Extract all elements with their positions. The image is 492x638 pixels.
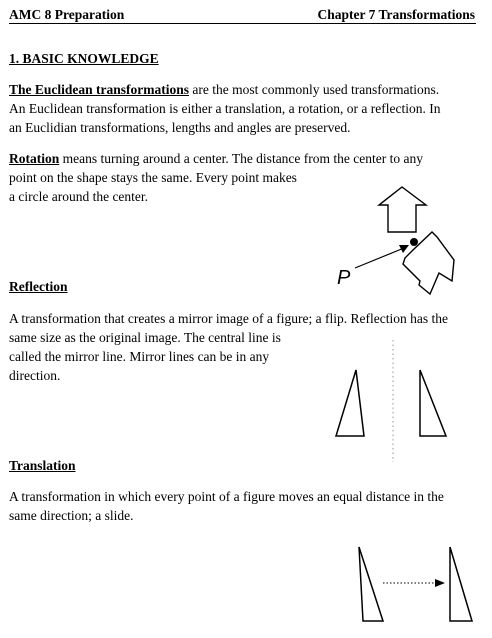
translation-arrow-head — [435, 579, 445, 587]
rotation-line-2: point on the shape stays the same. Every point makes — [9, 170, 297, 185]
euclidean-line-2: An Euclidean transformation is either a translation, a rotation, or a reflection. In — [9, 101, 441, 116]
translation-title: Translation — [9, 458, 76, 473]
reflection-title: Reflection — [9, 279, 68, 294]
header-right: Chapter 7 Transformations — [317, 7, 475, 22]
header-left: AMC 8 Preparation — [9, 7, 125, 22]
rotation-term: Rotation — [9, 151, 60, 166]
euclidean-term: The Euclidean transformations — [9, 82, 190, 97]
translation-moved-triangle — [450, 547, 472, 621]
reflection-line-3: called the mirror line. Mirror lines can be in any — [9, 349, 270, 364]
euclidean-line-1: The Euclidean transformations are the most commonly used transformations. — [9, 82, 440, 97]
rotation-line-1: Rotation means turning around a center. The distance from the center to any — [9, 151, 423, 166]
euclidean-line-3: an Euclidian transformations, lengths and angles are preserved. — [9, 120, 351, 135]
section-title: 1. BASIC KNOWLEDGE — [9, 51, 159, 66]
translation-line-1: A transformation in which every point of a figure moves an equal distance in the — [9, 489, 444, 504]
reflection-line-4: direction. — [9, 368, 61, 383]
point-p-label: P — [337, 267, 351, 289]
reflection-line-2: same size as the original image. The central line is — [9, 330, 281, 345]
translation-line-2: same direction; a slide. — [9, 508, 134, 523]
rotation-line-3: a circle around the center. — [9, 189, 149, 204]
reflection-line-1: A transformation that creates a mirror image of a figure; a flip. Reflection has the — [9, 311, 448, 326]
translation-original-triangle — [359, 547, 383, 621]
